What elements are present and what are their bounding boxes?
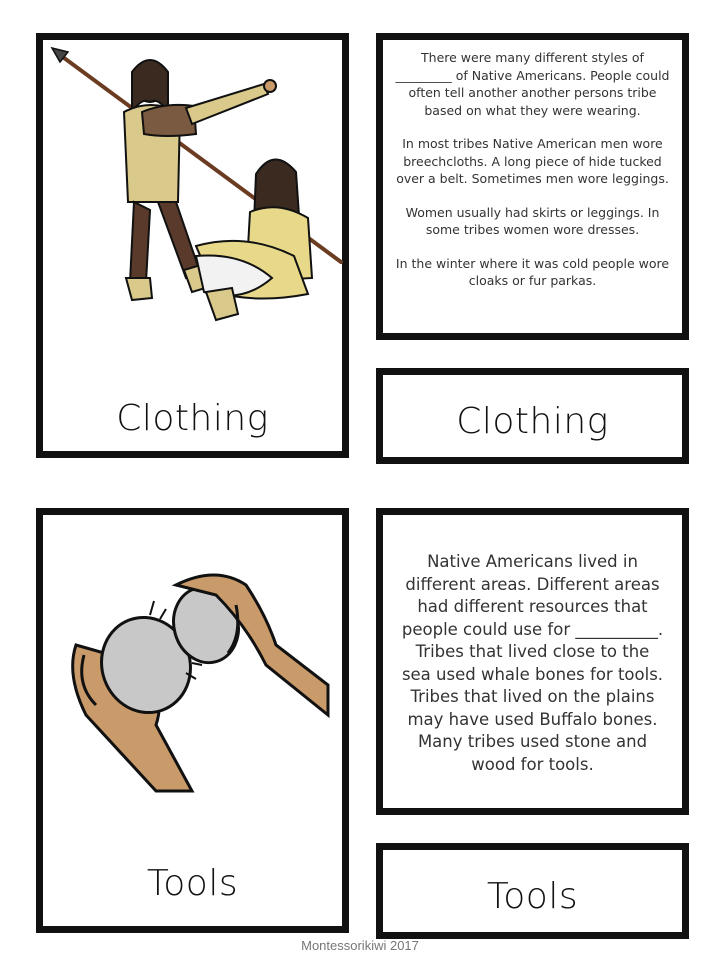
clothing-paragraph-1: There were many different styles of _________ of Native Americans. People could often tell another another persons tribe based on what they were wearing. xyxy=(395,50,670,118)
tools-label-card xyxy=(376,843,689,939)
tools-picture-card xyxy=(36,508,349,933)
clothing-paragraph-2: In most tribes Native American men wore breechcloths. A long piece of hide tucked over a belt. Sometimes men wore leggings. xyxy=(396,136,669,186)
clothing-description-text xyxy=(393,49,672,306)
tools-illustration xyxy=(46,555,346,795)
tools-label-text: Tools xyxy=(486,876,579,917)
clothing-picture-card xyxy=(36,33,349,458)
clothing-paragraph-3: Women usually had skirts or leggings. In some tribes women wore dresses. xyxy=(405,204,660,237)
clothing-paragraph-4: In the winter where it was cold people wore cloaks or fur parkas. xyxy=(395,255,670,288)
footer-credit: Montessorikiwi 2017 xyxy=(301,938,419,953)
clothing-label-text: Clothing xyxy=(456,401,609,442)
clothing-description-card xyxy=(376,33,689,340)
clothing-illustration xyxy=(46,42,346,342)
clothing-label-card xyxy=(376,368,689,464)
tools-description-text: Native Americans lived in different areas. Different areas had different resources that people could use for __________. Tribes that lived close to the sea used whale bones for tools. Tribes that lived on the plains may have used Buffalo bones. Many tribes used stone and wood for tools. xyxy=(401,552,664,774)
clothing-picture-label: Clothing xyxy=(116,398,269,439)
tools-picture-label: Tools xyxy=(146,863,239,904)
tools-description-card xyxy=(376,508,689,815)
